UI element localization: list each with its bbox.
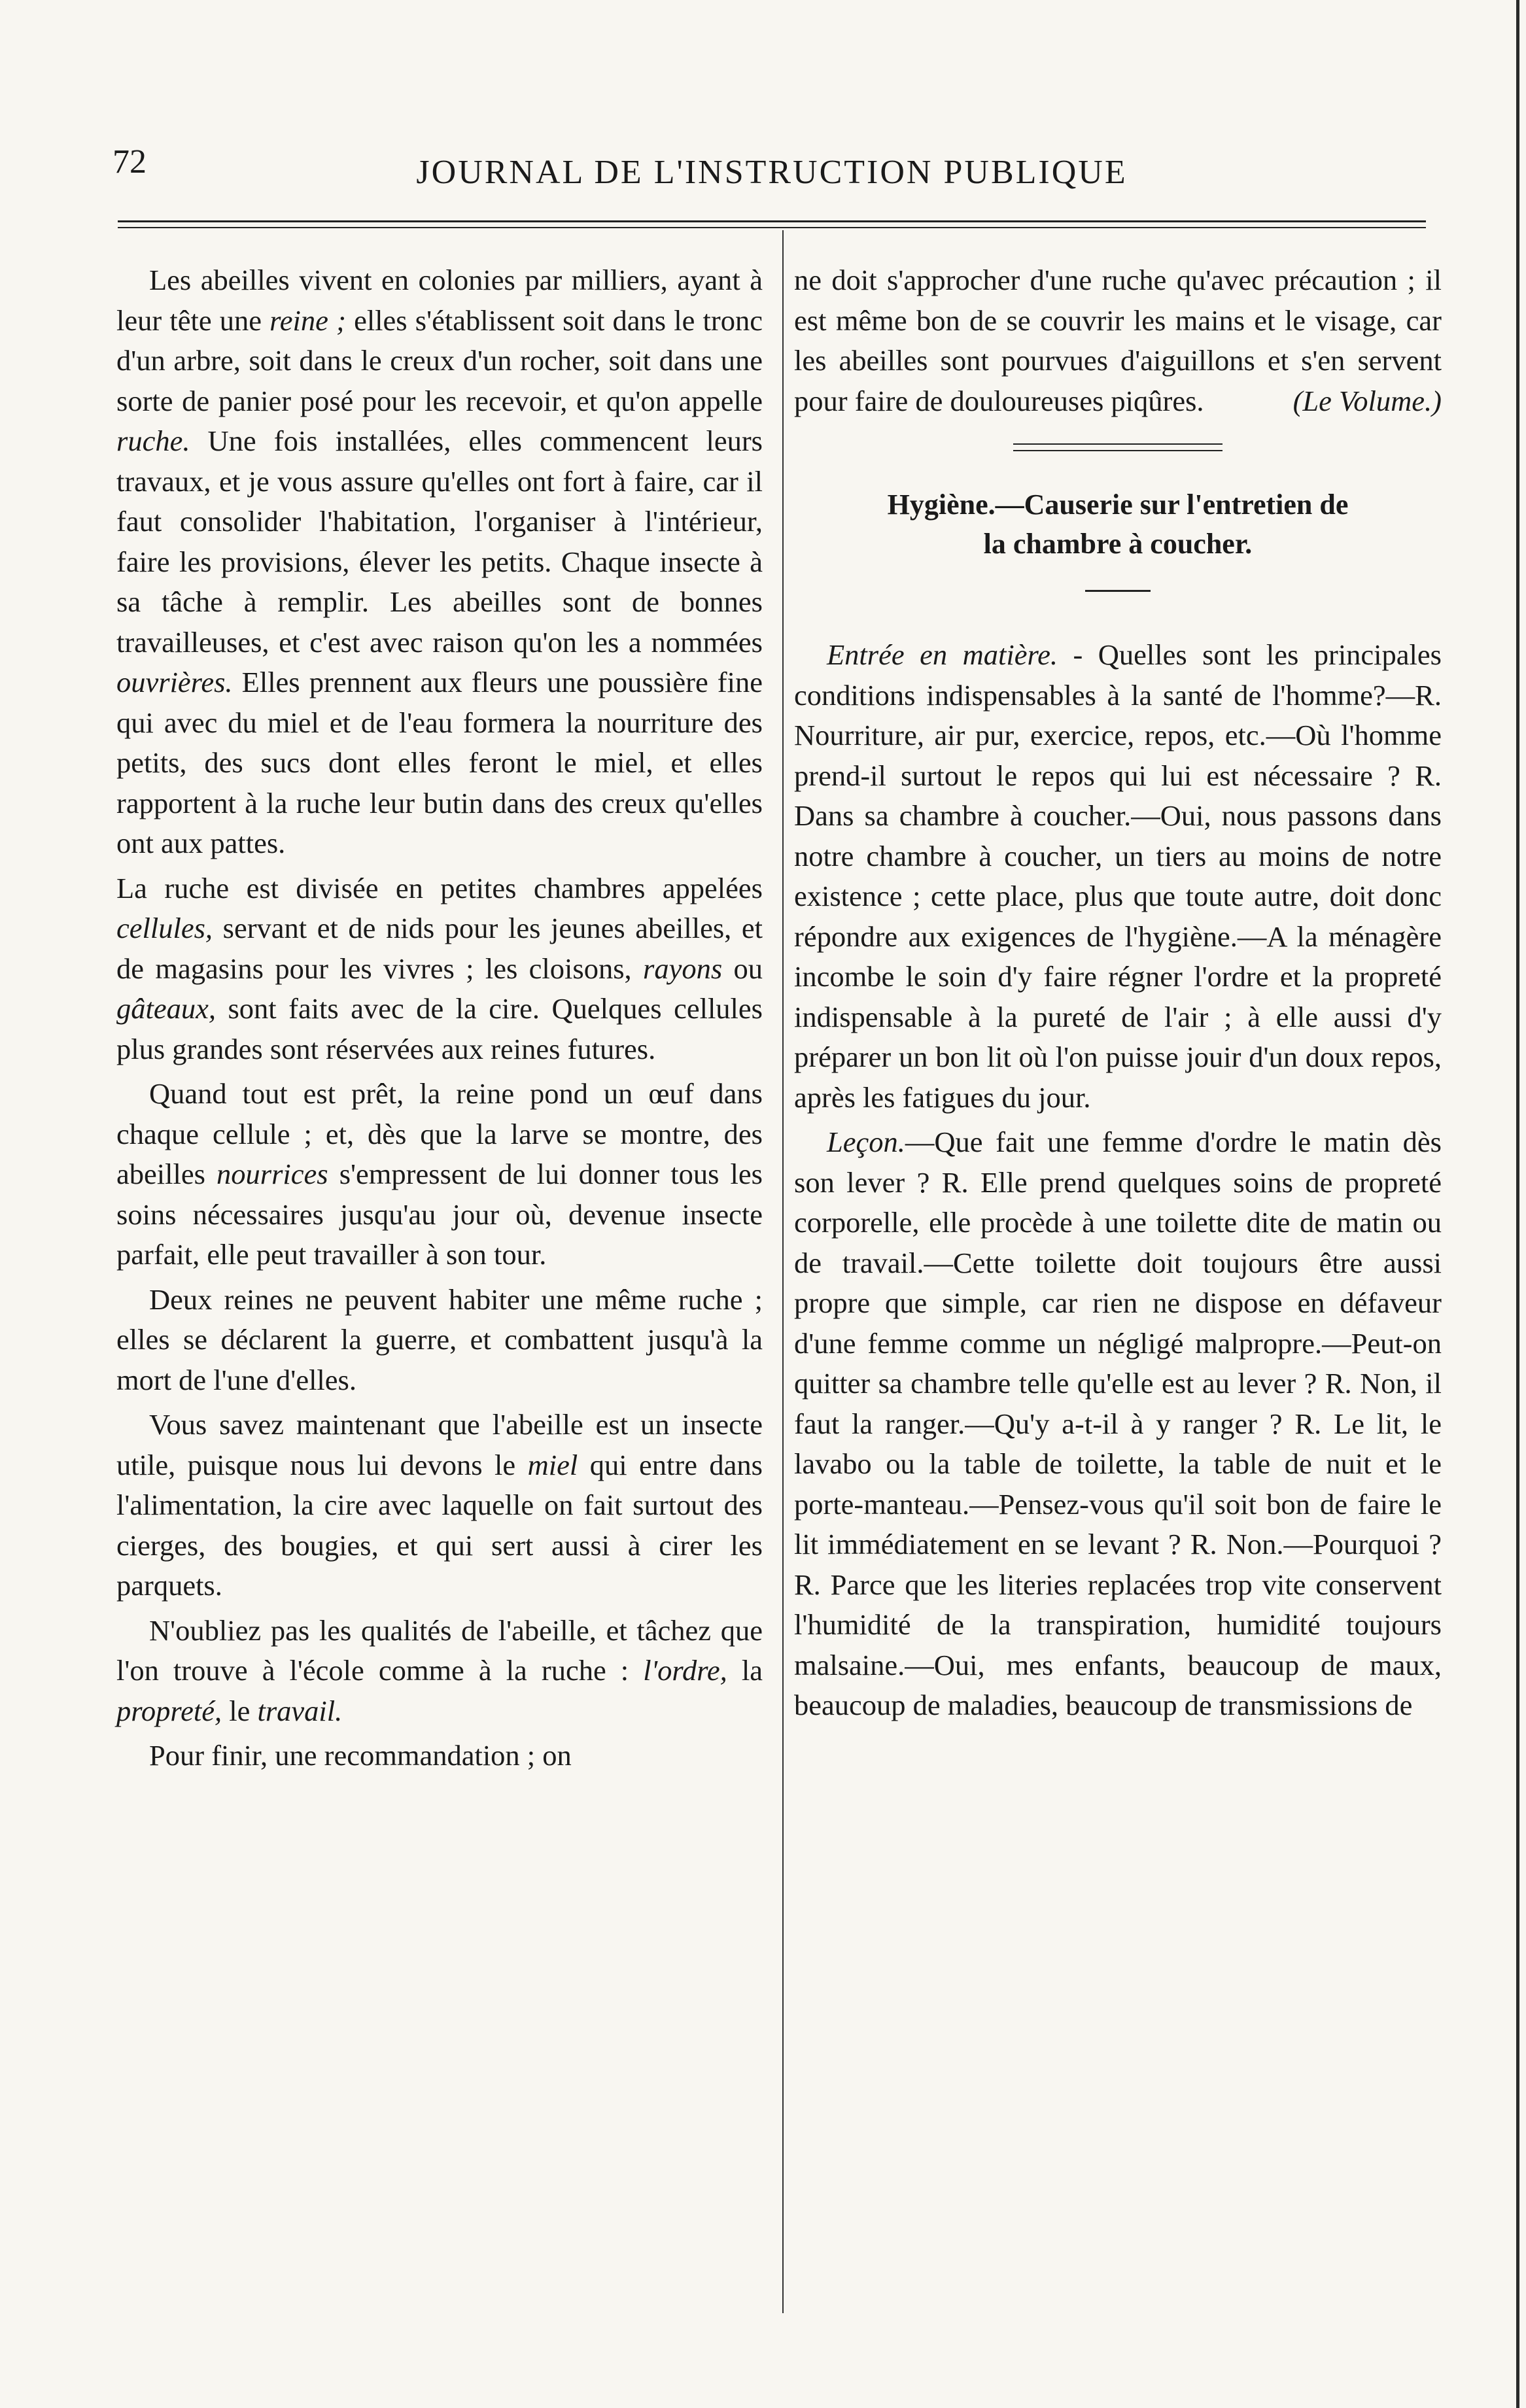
section-rule-second <box>1013 450 1223 451</box>
italic-term-miel: miel <box>527 1448 578 1481</box>
text-run: - Quelles sont les principales conditions indispensables à la santé de l'homme?—R. Nourriture, air pur, exercice, repos, etc.—Où l'homme prend-il surtout le repos qui lui est nécessaire ? R. Dans sa chambre à coucher.—Oui, nous passons dans notre chambre à coucher, un tiers au moins de notre existence ; cette place, plus que toute autre, doit donc répondre aux exigences de l'hygiène.—A la ménagère incombe le soin d'y faire régner l'ordre et la propreté indispensable à la pureté de l'air ; à elle aussi d'y préparer un bon lit où l'on puisse jouir d'un doux repos, après les fatigues du jour. <box>794 638 1442 1114</box>
section-title <box>794 485 1442 564</box>
italic-term-ordre: l'ordre, <box>643 1654 727 1687</box>
italic-term-rayons: rayons <box>643 952 723 985</box>
column-divider <box>782 230 784 2313</box>
italic-term-ruche: ruche. <box>116 424 190 457</box>
paragraph-ruche-cellules <box>116 869 763 1070</box>
running-title: JOURNAL DE L'INSTRUCTION PUBLIQUE <box>416 154 1128 191</box>
italic-term-travail: travail. <box>257 1694 343 1727</box>
paragraph-recommandation: Pour finir, une recommandation ; on <box>149 1739 572 1772</box>
italic-term-ouvrieres: ouvrières. <box>116 666 233 698</box>
text-run: Quand tout est prêt, la reine pond un œuf dans chaque cellule ; et, dès que la larve se montre, des abeilles <box>116 1077 763 1190</box>
right-column <box>794 260 1442 1730</box>
paragraph-abeille-utile <box>116 1405 763 1606</box>
header-rule <box>118 220 1426 222</box>
text-run: N'oubliez pas les qualités de l'abeille, et tâchez que l'on trouve à l'école comme à la ruche : <box>116 1613 763 1687</box>
italic-term-reine: reine ; <box>269 303 346 337</box>
italic-label-entree: Entrée en matière. <box>827 638 1058 671</box>
text-run: elles s'établissent soit dans le tronc d'un arbre, soit dans le creux d'un rocher, soit dans une sorte de panier posé pour les recevoir, et qu'on appelle <box>116 303 763 417</box>
text-run: Elles prennent aux fleurs une poussière fine qui avec du miel et de l'eau formera la nourriture des petits, des sucs dont elles feront le miel, et elles rapportent à la ruche leur butin dans des creux qu'elles ont aux pattes. <box>116 666 763 859</box>
italic-term-cellules: cellules, <box>116 912 213 944</box>
italic-label-lecon: Leçon. <box>827 1126 905 1158</box>
section-title-line: la chambre à coucher. <box>983 528 1253 560</box>
text-run: sont faits avec de la cire. Quelques cellules plus grandes sont réservées aux reines futures. <box>116 992 763 1065</box>
short-rule <box>1085 590 1151 592</box>
text-run: la <box>727 1654 763 1687</box>
paragraph-entree-en-matiere <box>794 635 1442 1118</box>
text-run: servant et de nids pour les jeunes abeilles, et de magasins pour les vivres ; les cloisons, <box>116 912 763 985</box>
section-title-line: Hygiène.—Causerie sur l'entretien de <box>887 489 1349 521</box>
paragraph-reine-pond <box>116 1074 763 1275</box>
text-run: Les abeilles vivent en colonies par milliers, ayant à leur tête une <box>116 264 763 337</box>
text-run: Vous savez maintenant que l'abeille est un insecte utile, puisque nous lui devons le <box>116 1408 763 1481</box>
paragraph-lecon <box>794 1122 1442 1726</box>
text-run: ne doit s'approcher d'une ruche qu'avec précaution ; il est même bon de se couvrir les mains et le visage, car les abeilles sont pourvues d'aiguillons et s'en servent pour faire de douloureuses piqûres. <box>794 264 1442 417</box>
text-run: le <box>222 1694 258 1727</box>
italic-term-proprete: propreté, <box>116 1694 222 1727</box>
text-run: Une fois installées, elles commencent leurs travaux, et je vous assure qu'elles ont fort à faire, car il faut consolider l'habitation, l'organiser à l'intérieur, faire les provisions, élever les petits. Chaque insecte à sa tâche à remplir. Les abeilles sont de bonnes travailleuses, et c'est avec raison qu'on les a nommées <box>116 424 763 659</box>
text-run: qui entre dans l'alimentation, la cire avec laquelle on fait surtout des cierges, des bougies, et qui sert aussi à cirer les parquets. <box>116 1448 763 1602</box>
text-run: s'empressent de lui donner tous les soins nécessaires jusqu'au jour où, devenue insecte parfait, elle peut travailler à son tour. <box>116 1158 763 1271</box>
section-rule <box>1013 443 1223 445</box>
text-run: ou <box>722 952 763 985</box>
left-column <box>116 260 763 1781</box>
paragraph-deux-reines: Deux reines ne peuvent habiter une même ruche ; elles se déclarent la guerre, et combattent jusqu'à la mort de l'une d'elles. <box>116 1282 763 1396</box>
text-run: La ruche est divisée en petites chambres appelées <box>116 871 763 904</box>
italic-term-nourrices: nourrices <box>217 1158 328 1190</box>
paragraph-abeilles-colonies <box>116 260 763 864</box>
binding-edge-line <box>1516 0 1519 2408</box>
page-number: 72 <box>113 143 147 181</box>
italic-term-gateaux: gâteaux, <box>116 992 216 1025</box>
text-run: —Que fait une femme d'ordre le matin dès son lever ? R. Elle prend quelques soins de propreté corporelle, elle procède à une toilette dite de matin ou de travail.—Cette toilette doit toujours être aussi propre que simple, car rien ne dispose en défaveur d'une femme comme un négligé malpropre.—Peut-on quitter sa chambre telle qu'elle est au lever ? R. Non, il faut la ranger.—Qu'y a-t-il à y ranger ? R. Le lit, le lavabo ou la table de toilette, la table de nuit et le porte-manteau.—Pensez-vous qu'il soit bon de faire le lit immédiatement en se levant ? R. Non.—Pourquoi ? R. Parce que les literies replacées trop vite conservent l'humidité de la transpiration, humidité toujours malsaine.—Oui, mes enfants, beaucoup de maux, beaucoup de maladies, beaucoup de transmissions de <box>794 1126 1442 1721</box>
header-rule-thin <box>118 227 1426 228</box>
paragraph-continuation <box>794 260 1442 421</box>
source-attribution: (Le Volume.) <box>1292 384 1442 417</box>
paragraph-qualites <box>116 1611 763 1732</box>
